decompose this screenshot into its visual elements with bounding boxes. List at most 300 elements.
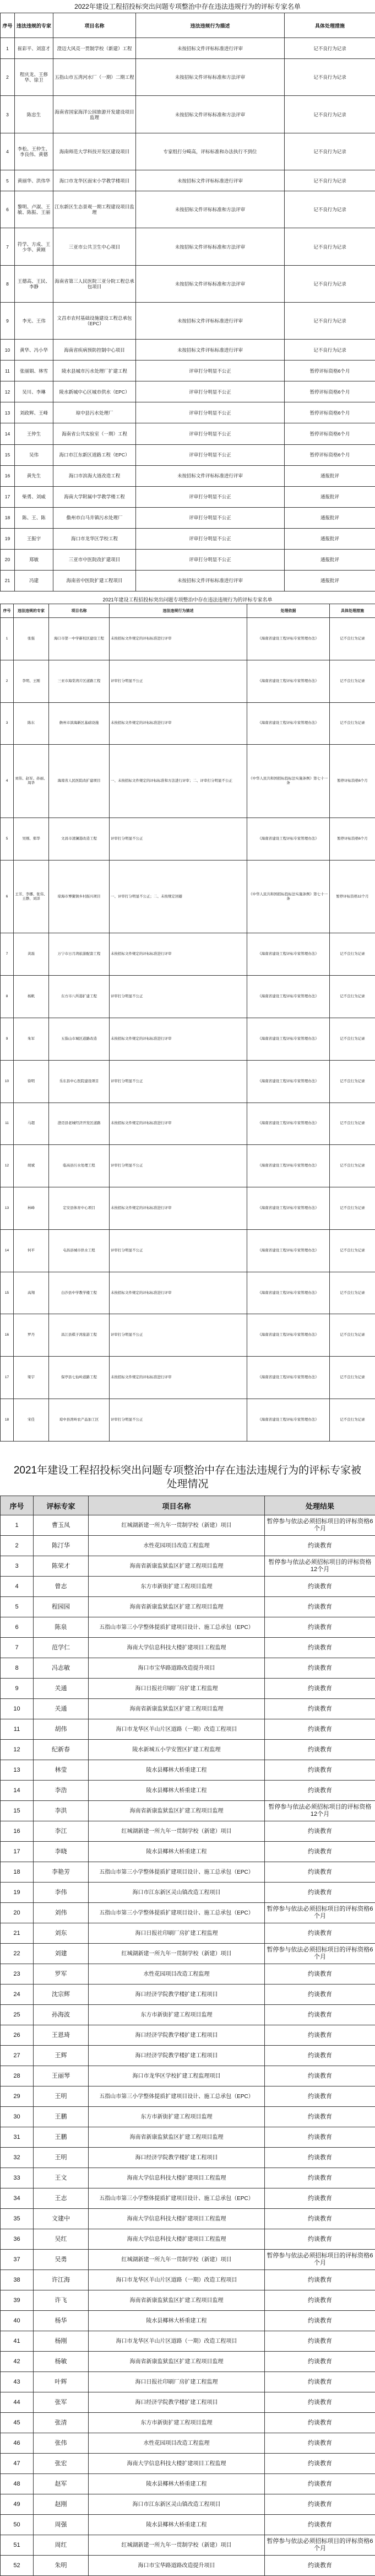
table-cell: 一、评审打分明显不公正；二、未按规定回避 [110,860,247,933]
table-cell: 万宁市日月湾旅游配套工程 [49,933,110,976]
table-cell: 《海南省建设工程评标专家管理办法》 [247,1187,330,1230]
table-cell: 23 [1,1964,34,1985]
table-cell: 五指山市城区道路改造 [49,1018,110,1060]
table-cell: 约谈教育 [265,2494,375,2515]
table-cell: 9 [1,1018,14,1060]
table-row [1,1923,375,1944]
table-row [1,1638,375,1658]
table-row [1,96,375,133]
table-cell: 赵刚 [34,2494,89,2515]
table-row [1,265,375,302]
table-cell: 程庆龙、王修华、徐卫 [15,59,53,96]
table-cell: 吴刚、郑华 [14,818,49,860]
table-cell: 14 [1,423,15,444]
table-cell: 杨刚 [34,2331,89,2352]
table-cell: 白沙县中学教学楼工程 [49,1272,110,1314]
table-cell: 海口市龙华区羊山片区道路（一期）改造工程项目 [89,2270,265,2290]
table-cell: 张伟 [34,2433,89,2454]
table-cell: 昌江县棋子湾旅游工程 [49,1314,110,1357]
table-cell: 约谈教育 [265,2025,375,2046]
table-cell: 海口市江东新区道路工程（EPC） [53,444,136,465]
table-cell: 记不良行为记录 [285,265,375,302]
table-cell: 王德高、王民、李静 [15,265,53,302]
table-cell: 冯志敏 [34,1658,89,1679]
table-cell: 17 [1,1357,14,1399]
table-cell: 未按招标文件评标标准进行评审 [136,570,285,591]
table-row [1,702,375,745]
table-cell: 海南大学信息科技大楼扩建项目工程监理 [89,2229,265,2250]
table-row [1,2556,375,2576]
column-header: 处理结果 [265,1496,375,1515]
table-cell: 评审打分明显不公正 [110,818,247,860]
table-row [1,1399,375,1442]
table-cell: 陈东 [14,702,49,745]
table-cell: 44 [1,2392,34,2413]
table-row [1,1699,375,1719]
table-cell: 记不良行为记录 [330,1145,375,1187]
table-cell: 14 [1,1781,34,1801]
table-cell: 吴红 [34,2229,89,2250]
table-cell: 约谈教育 [265,1923,375,1944]
table-cell: 王芳、李娜、张伟、王静、刘洋 [14,860,49,933]
table-row [1,1679,375,1699]
column-header: 处理依据 [247,604,330,618]
table-row [1,1229,375,1272]
table-cell: 未按招标文件规定的评标标准进行评审 [110,1357,247,1399]
table-cell: 未按招标文件评标标准和方法评审 [136,228,285,265]
table-cell: 4 [1,133,15,170]
table-cell: 王明 [34,2086,89,2107]
table-row [1,1781,375,1801]
table-cell: 评审打分明显不公正 [136,507,285,528]
table-cell: 2 [1,660,14,702]
table-cell: 7 [1,933,14,976]
table-cell: 周红 [34,2535,89,2556]
table-row [1,191,375,228]
table-cell: 王志 [34,2188,89,2209]
table-row [1,2229,375,2250]
table-cell: 约谈教育 [265,2229,375,2250]
table-cell: 暂停参与依法必须招标项目的评标资格6个月 [265,1903,375,1923]
table-row [1,1597,375,1617]
table-cell: 约谈教育 [265,2433,375,2454]
table-cell: 约谈教育 [265,1985,375,2005]
table-cell: 海南大学信息科技大楼扩建项目工程监理 [89,1638,265,1658]
table-cell: 45 [1,2413,34,2433]
table-cell: 海南大学信息科技大楼扩建项目工程监理 [89,2454,265,2474]
table-cell: 未按招标文件评标标准进行评审 [136,302,285,339]
table-cell: 约谈教育 [265,1577,375,1597]
table-cell: 东方市新街扩建工程项目监理 [89,2107,265,2127]
table-cell: 通报批评 [285,528,375,549]
table-cell: 杨帆 [14,976,49,1018]
table-cell: 冯建 [15,570,53,591]
table-cell: 李艳芳 [34,1862,89,1883]
table-cell: 王丽琴 [34,2066,89,2086]
table-row [1,1187,375,1230]
table-cell: 评审打分明显不公正 [110,1145,247,1187]
table-cell: 34 [1,2188,34,2209]
table-cell: 刘东 [34,1923,89,1944]
table-cell: 评审打分明显不公正 [110,1229,247,1272]
column-header: 具体处理措施 [285,13,375,38]
table-header-row [1,604,375,618]
table-cell: 3 [1,1556,34,1577]
table-cell: 暂停评标资格6个月 [285,361,375,381]
table-cell: 约谈教育 [265,2413,375,2433]
table-cell: 陵水新城中心区城市供水（EPC） [53,381,136,402]
table-cell: 海南大学信息科技大楼扩建项目工程监理 [89,2168,265,2188]
table-cell: 程园园 [34,1597,89,1617]
table-cell: 10 [1,340,15,361]
table-cell: 记不良行为记录 [330,1187,375,1230]
table-cell: 宋佳 [14,1399,49,1442]
table-cell: 李浩 [34,1781,89,1801]
table-title: 2021年建设工程招投标突出问题专项整治中存在违法违规行为的评标专家名单 [0,596,375,604]
table-row [1,2474,375,2494]
table-cell: 海南省疾病预防控制中心项目 [53,340,136,361]
table-cell: 陈汀华 [34,1536,89,1556]
table-cell: 约谈教育 [265,2066,375,2086]
table-cell: 儋州市白马井镇污水处理厂 [53,507,136,528]
table-cell: 22 [1,1944,34,1964]
table-cell: 张强 [14,618,49,660]
table-cell: 13 [1,402,15,423]
table-row [1,1314,375,1357]
table-cell: 屯昌县城市供水工程 [49,1229,110,1272]
table-cell: 五指山市五湾河水厂（一期）二期工程 [53,59,136,96]
table-cell: 42 [1,2352,34,2372]
table-cell: 李松、王仲生、李良伟、黄德 [15,133,53,170]
table-cell: 海口经济学院教学楼扩建工程项目 [89,1985,265,2005]
table-cell: 海南省新康监狱监区扩建工程项目监理 [89,2290,265,2311]
table-cell: 约谈教育 [265,1658,375,1679]
table-cell: 记不良行为记录 [330,1229,375,1272]
table-row [1,1515,375,1536]
table-cell: 暂停参与依法必须招标项目的评标资格6个月 [265,2250,375,2270]
table-cell: 约谈教育 [265,1964,375,1985]
table-cell: 约谈教育 [265,2046,375,2066]
table-cell: 14 [1,1229,14,1272]
table-cell: 陵水县椰林大桥重建工程 [89,2311,265,2331]
table-cell: 未按招标文件规定的评标标准进行评审 [110,1103,247,1145]
table-row [1,1536,375,1556]
table-cell: 范学仁 [34,1638,89,1658]
table-cell: 红城湖新建一所九年一贯制学校（新建）项目 [89,2535,265,2556]
table-cell: 4 [1,1577,34,1597]
table-cell: 海口市龙华区羊山片区道路（一期）改造工程项目 [89,1719,265,1740]
table-cell: 曾志 [34,1577,89,1597]
table-cell: 评审打分明显不公正 [136,486,285,507]
table-row [1,1821,375,1842]
table-cell: 红城湖新建一所九年一贯制学校（新建）项目 [89,2250,265,2270]
table-cell: 王恩琦 [34,2025,89,2046]
table-cell: 10 [1,1060,14,1103]
table-row [1,1103,375,1145]
table-cell: 五指山市第三小学整体提质扩建项目设计、施工总承包（EPC） [89,1903,265,1923]
table-cell: 约谈教育 [265,2331,375,2352]
expert-violation-table-2021 [0,604,375,1442]
table-cell: 《海南省建设工程评标专家管理办法》 [247,1357,330,1399]
table-cell: 15 [1,444,15,465]
table-cell: 约谈教育 [265,2127,375,2148]
table-cell: 31 [1,2127,34,2148]
table-row [1,1760,375,1781]
table-row [1,1903,375,1923]
table-cell: 记不良行为记录 [330,1314,375,1357]
table-cell: 记不良行为记录 [330,1399,375,1442]
table-row [1,381,375,402]
table-row [1,933,375,976]
table-cell: 18 [1,1399,14,1442]
table-cell: 林莹 [34,1760,89,1781]
table-cell: 未按招标文件评标标准和方法评审 [136,265,285,302]
table-cell: 李洪 [34,1801,89,1821]
table-cell: 12 [1,1740,34,1760]
table-title: 2021年建设工程招投标突出问题专项整治中存在违法违规行为的评标专家被处理情况 [0,1464,375,1496]
table-cell: 海南省第三人民医院三亚分院工程总承包项目 [53,265,136,302]
table-cell: 记不良行为记录 [285,96,375,133]
table-row [1,2025,375,2046]
table-cell: 38 [1,2270,34,2290]
table-cell: 18 [1,507,15,528]
table-cell: 《海南省建设工程评标专家管理办法》 [247,1229,330,1272]
table-cell: 暂停参与依法必须招标项目的评标资格12个月 [265,1556,375,1577]
table-cell: 5 [1,818,14,860]
table-cell: 约谈教育 [265,1617,375,1638]
table-cell: 黎明、卢淑、王敏、陈振、王丽 [15,191,53,228]
table-cell: 记不良行为记录 [330,1272,375,1314]
table-cell: 《海南省建设工程评标专家管理办法》 [247,1272,330,1314]
table-cell: 黄丽华、洪伟华 [15,170,53,191]
table-cell: 海口市宝华路道路改造提升项目 [89,1658,265,1679]
table-cell: 海口市第一中学新校区建设工程 [49,618,110,660]
table-cell: 约谈教育 [265,1597,375,1617]
table-cell: 未按招标文件评标标准进行评审 [136,38,285,59]
table-cell: 记不良行为记录 [330,702,375,745]
table-cell: 《海南省建设工程评标专家管理办法》 [247,1018,330,1060]
table-cell: 29 [1,2086,34,2107]
table-cell: 记不良行为记录 [285,59,375,96]
table-row [1,1018,375,1060]
table-cell: 27 [1,2046,34,2066]
table-cell: 王辉 [34,2046,89,2066]
table-cell: 刘伟、赵军、孙丽、周华 [14,745,49,818]
table-row [1,2086,375,2107]
table-row [1,2209,375,2229]
notice-section-2022 [0,0,375,591]
table-cell: 五指山市第三小学整体提质扩建项目设计、施工总承包（EPC） [89,2188,265,2209]
table-cell: 48 [1,2474,34,2494]
table-row [1,59,375,96]
table-cell: 海口经济学院教学楼扩建工程项目 [89,2046,265,2066]
table-cell: 胡伟 [34,1719,89,1740]
table-row [1,170,375,191]
table-cell: 记不良行为记录 [330,1060,375,1103]
table-cell: 约谈教育 [265,2290,375,2311]
table-row [1,2413,375,2433]
table-cell: 32 [1,2148,34,2168]
table-cell: 暂停评标资格6个月 [330,745,375,818]
table-cell: 暂停参与依法必须招标项目的评标资格6个月 [265,1515,375,1536]
table-cell: 约谈教育 [265,2352,375,2372]
table-cell: 未按招标文件规定的评标标准进行评审 [110,1187,247,1230]
table-cell: 刘建 [34,1944,89,1964]
table-row [1,2311,375,2331]
table-cell: 琼海市博鳌镇乡村振兴项目 [49,860,110,933]
column-header: 序号 [1,13,15,38]
table-cell: 梁宇 [14,1357,49,1399]
table-cell: 澄迈县老城经济开发区道路 [49,1103,110,1145]
table-cell: 儋州市滨海新区基础设施 [49,702,110,745]
table-cell: 12 [1,1145,14,1187]
table-cell: 约谈教育 [265,2168,375,2188]
table-cell: 五指山市第三小学整体提质扩建项目设计、施工总承包（EPC） [89,2086,265,2107]
table-cell: 海南省新康监狱监区扩建工程项目监理 [89,1597,265,1617]
column-header: 项目名称 [53,13,136,38]
table-cell: 高翔 [14,1272,49,1314]
table-cell: 水性花园项目改造工程监理 [89,2433,265,2454]
table-cell: 《海南省建设工程评标专家管理办法》 [247,818,330,860]
table-cell: 李江 [34,1821,89,1842]
table-cell: 未按招标文件规定的评标标准进行评审 [110,933,247,976]
table-cell: 杨敏 [34,2352,89,2372]
table-cell: 《海南省建设工程评标专家管理办法》 [247,1399,330,1442]
table-row [1,570,375,591]
table-cell: 海口市江东新区灵山镇改造工程项目 [89,1883,265,1903]
table-cell: 记不良行为记录 [285,302,375,339]
table-cell: 海南省新康监狱监区扩建工程项目监理 [89,1699,265,1719]
table-cell: 黄先生 [15,465,53,486]
table-cell: 乐东县中心医院建设项目 [49,1060,110,1103]
table-cell: 张军 [34,2392,89,2413]
table-cell: 16 [1,1821,34,1842]
notice-section-2021-b [0,1464,375,2576]
table-cell: 海南大学附属中学教学楼工程 [53,486,136,507]
table-cell: 张清 [34,2413,89,2433]
table-cell: 海口经济学院教学楼扩建工程项目 [89,2025,265,2046]
table-row [1,528,375,549]
table-cell: 约谈教育 [265,1638,375,1658]
table-cell: 陵水县城市污水处理厂扩建工程 [53,361,136,381]
table-row [1,340,375,361]
table-cell: 35 [1,2209,34,2229]
table-cell: 沈宗辉 [34,1985,89,2005]
table-cell: 评审打分明显不公正 [136,528,285,549]
table-cell: 记不良行为记录 [330,1018,375,1060]
table-cell: 12 [1,381,15,402]
table-cell: 约谈教育 [265,1719,375,1740]
table-row [1,549,375,570]
table-cell: 海口市龙华区学校扩建工程监理项目 [89,2066,265,2086]
table-row [1,1556,375,1577]
table-cell: 李晓 [34,1842,89,1862]
table-cell: 约谈教育 [265,2556,375,2576]
table-cell: 51 [1,2535,34,2556]
table-cell: 关通 [34,1699,89,1719]
table-cell: 8 [1,976,14,1018]
table-cell: 刘政辉、王峰 [15,402,53,423]
table-cell: 五指山市第三小学整体提质扩建项目设计、施工总承包（EPC） [89,1862,265,1883]
table-cell: 暂停评标资格6个月 [285,381,375,402]
table-cell: 2 [1,59,15,96]
table-cell: 张丽娟、林雪 [15,361,53,381]
table-row [1,660,375,702]
table-row [1,2494,375,2515]
column-header: 具体处理措施 [330,604,375,618]
table-cell: 3 [1,96,15,133]
table-cell: 47 [1,2454,34,2474]
table-cell: 暂停评标资格6个月 [285,444,375,465]
table-row [1,2250,375,2270]
table-cell: 52 [1,2556,34,2576]
table-cell: 关通 [34,1679,89,1699]
table-cell: 评审打分明显不公正 [136,423,285,444]
table-cell: 评审打分明显不公正 [110,976,247,1018]
table-row [1,2535,375,2556]
table-cell: 海口市滨海大道改造工程 [53,465,136,486]
table-cell: 朱军 [14,1018,49,1060]
table-cell: 海南省新康监狱监区扩建工程项目监理 [89,1801,265,1821]
table-cell: 林峰 [14,1187,49,1230]
table-cell: 澄迈大风亮一贯制学校（新建）工程 [53,38,136,59]
table-cell: 约谈教育 [265,2188,375,2209]
table-cell: 约谈教育 [265,1842,375,1862]
table-cell: 叶辉 [34,2372,89,2392]
table-row [1,2127,375,2148]
table-cell: 未按招标文件规定的评标标准进行评审 [110,1272,247,1314]
table-cell: 50 [1,2515,34,2535]
table-cell: 2 [1,1536,34,1556]
table-cell: 7 [1,228,15,265]
table-row [1,2392,375,2413]
table-cell: 暂停参与依法必须招标项目的评标资格12个月 [265,1801,375,1821]
table-cell: 海口经济学院教学楼扩建工程项目 [89,2148,265,2168]
table-cell: 海口日报社印刷厂房扩建工程监理 [89,2372,265,2392]
column-header: 评标专家 [34,1496,89,1515]
table-cell: 刘伟 [34,1903,89,1923]
table-row [1,402,375,423]
table-cell: 评审打分明显不公正 [110,1399,247,1442]
table-row [1,2352,375,2372]
table-cell: 1 [1,1515,34,1536]
table-cell: 约谈教育 [265,2515,375,2535]
table-cell: 未按招标文件评标标准和方法评审 [136,96,285,133]
table-cell: 通报批评 [285,507,375,528]
table-cell: 通报批评 [285,465,375,486]
table-cell: 未按招标文件评标标准进行评审 [136,170,285,191]
table-cell: 13 [1,1760,34,1781]
table-cell: 朱明 [34,2556,89,2576]
table-cell: 记不良行为记录 [330,1357,375,1399]
table-row [1,1357,375,1399]
table-cell: 海口市江东新区灵山镇改造工程项目 [89,2494,265,2515]
table-cell: 红城湖新建一所九年一贯制学校（新建）项目 [89,1821,265,1842]
table-row [1,2433,375,2454]
table-cell: 周强 [34,2515,89,2535]
table-cell: 海南省新康监狱监区扩建工程项目监理 [89,2352,265,2372]
table-cell: 评审打分明显不公正 [136,549,285,570]
table-cell: 三亚市海棠湾片区道路工程 [49,660,110,702]
table-cell: 记不良行为记录 [285,133,375,170]
table-cell: 陵水县椰林大桥重建工程 [89,1842,265,1862]
table-row [1,465,375,486]
table-cell: 10 [1,1699,34,1719]
table-cell: 吴川、李琳 [15,381,53,402]
table-cell: 李伟 [34,1883,89,1903]
table-cell: 海南省国家海洋公园旅游开发建设项目监理 [53,96,136,133]
table-cell: 一、未按招标文件规定的评标标准和方法进行评审；二、评审打分明显不公正 [110,745,247,818]
